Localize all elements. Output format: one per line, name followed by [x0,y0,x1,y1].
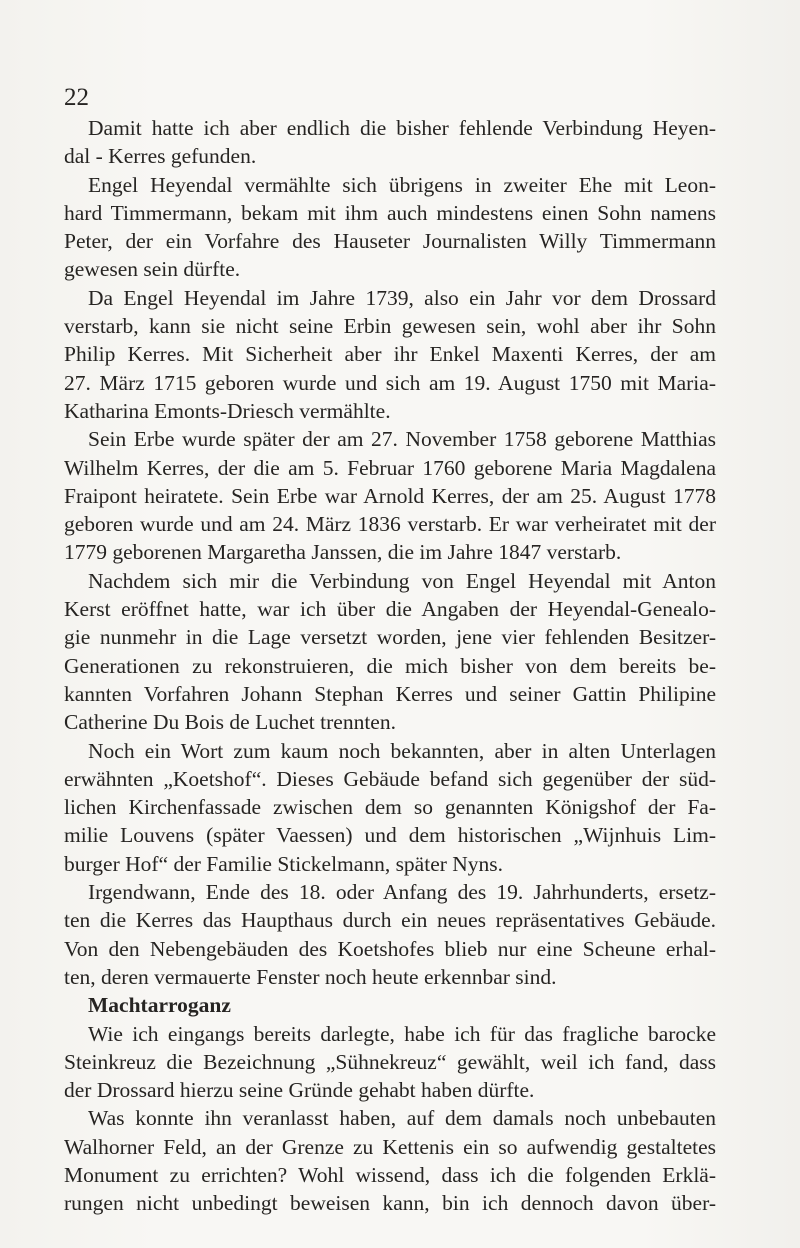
text-line: kannten Vorfahren Johann Stephan Kerres und seiner Gattin Philipine [64,681,716,706]
body-text [64,114,716,1218]
text-line: Noch ein Wort zum kaum noch bekannten, aber in alten Unterlagen [88,738,716,763]
text-line: Nachdem sich mir die Verbindung von Engel Heyendal mit Anton [88,568,716,593]
text-line: Steinkreuz die Bezeichnung „Sühnekreuz“ gewählt, weil ich fand, dass [64,1049,716,1074]
text-line: burger Hof“ der Familie Stickelmann, später Nyns. [64,851,504,876]
text-line: ten die Kerres das Haupthaus durch ein neues repräsentatives Gebäude. [64,908,716,933]
text-line: 1779 geborenen Margaretha Janssen, die im Jahre 1847 verstarb. [64,540,622,565]
section-heading: Machtarroganz [88,993,231,1018]
text-line: Walhorner Feld, an der Grenze zu Kettenis ein so aufwendig gestaltetes [64,1134,716,1159]
text-line: Von den Nebengebäuden des Koetshofes blieb nur eine Scheune erhal- [64,936,716,961]
text-line: Kerst eröffnet hatte, war ich über die Angaben der Heyendal-Genealo- [64,597,716,622]
text-line: Fraipont heiratete. Sein Erbe war Arnold Kerres, der am 25. August 1778 [64,483,716,508]
text-line: Philip Kerres. Mit Sicherheit aber ihr Enkel Maxenti Kerres, der am [64,342,716,367]
text-line: Da Engel Heyendal im Jahre 1739, also ein Jahr vor dem Drossard [88,285,716,310]
text-line: der Drossard hierzu seine Gründe gehabt haben dürfte. [64,1078,535,1103]
text-line: dal - Kerres gefunden. [64,144,257,169]
text-line: Katharina Emonts-Driesch vermählte. [64,398,391,423]
text-line: gie nunmehr in die Lage versetzt worden, jene vier fehlenden Besitzer- [64,625,716,650]
text-line: hard Timmermann, bekam mit ihm auch mindestens einen Sohn namens [64,200,716,225]
text-line: Monument zu errichten? Wohl wissend, dass ich die folgenden Erklä- [64,1162,716,1187]
text-line: geboren wurde und am 24. März 1836 verstarb. Er war verheiratet mit der [64,512,716,537]
text-line: Engel Heyendal vermählte sich übrigens in zweiter Ehe mit Leon- [88,172,716,197]
text-line: erwähnten „Koetshof“. Dieses Gebäude befand sich gegenüber der süd- [64,766,716,791]
text-line: 27. März 1715 geboren wurde und sich am 19. August 1750 mit Maria- [64,370,716,395]
text-line: Wie ich eingangs bereits darlegte, habe ich für das fragliche barocke [88,1021,716,1046]
text-line: verstarb, kann sie nicht seine Erbin gewesen sein, wohl aber ihr Sohn [64,314,716,339]
text-line: ten, deren vermauerte Fenster noch heute erkennbar sind. [64,964,557,989]
text-line: Wilhelm Kerres, der die am 5. Februar 1760 geborene Maria Magdalena [64,455,716,480]
text-line: Was konnte ihn veranlasst haben, auf dem damals noch unbebauten [88,1106,716,1131]
text-line: rungen nicht unbedingt beweisen kann, bin ich dennoch davon über- [64,1191,716,1216]
text-line: milie Louvens (später Vaessen) und dem historischen „Wijnhuis Lim- [64,823,716,848]
text-line: Generationen zu rekonstruieren, die mich bisher von dem bereits be- [64,653,716,678]
text-line: Peter, der ein Vorfahre des Hauseter Journalisten Willy Timmermann [64,229,716,254]
text-line: lichen Kirchenfassade zwischen dem so genannten Königshof der Fa- [64,795,716,820]
text-line: Catherine Du Bois de Luchet trennten. [64,710,396,735]
page-number: 22 [64,84,89,111]
text-line: Sein Erbe wurde später der am 27. November 1758 geborene Matthias [88,427,716,452]
text-line: Damit hatte ich aber endlich die bisher fehlende Verbindung Heyen- [88,116,716,140]
text-line: gewesen sein dürfte. [64,257,241,282]
text-line: Irgendwann, Ende des 18. oder Anfang des 19. Jahrhunderts, ersetz- [88,880,716,905]
